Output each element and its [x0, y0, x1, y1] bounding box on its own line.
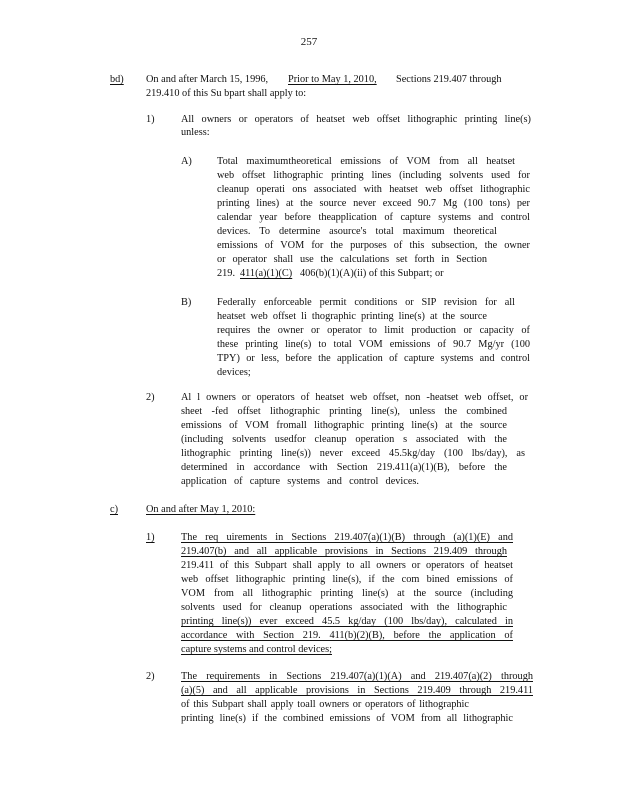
bd-itemB-line: Federally enforceable permit conditions or SIP revision for all	[217, 297, 515, 308]
bd-itemB-line: TPY) or less, before the application of capture systems and control	[217, 353, 530, 364]
bd-itemB-line: heatset web offset li thographic printing line(s) at the source	[217, 311, 487, 322]
bd-itemA-line-prefix: 219.	[217, 268, 236, 279]
c-item2-line: of this Subpart shall apply toall owners or operators of lithographic	[181, 699, 469, 710]
bd-lead-inserted-text: Prior to May 1, 2010,	[288, 74, 377, 85]
bd-itemB-line: these printing line(s) to total VOM emissions of 90.7 Mg/yr (100	[217, 339, 530, 350]
bd-lead-text-line2: 219.410 of this Su bpart shall apply to:	[146, 88, 307, 99]
c-item2-label: 2)	[146, 671, 155, 682]
c-item1-label: 1)	[146, 532, 155, 543]
bd-lead-text-cont: Sections 219.407 through	[396, 74, 502, 85]
bd-item2-line: application of capture systems and control devices.	[181, 476, 419, 487]
bd-itemA-inserted-citation: 411(a)(1)(C)	[240, 268, 293, 279]
c-item2-line: printing line(s) if the combined emissions of VOM from all lithographic	[181, 713, 513, 724]
c-item1-line: VOM from all lithographic printing line(s) at the source (including	[181, 588, 513, 599]
bd-itemA-line: emissions of VOM for the purposes of this subsection, the owner	[217, 240, 530, 251]
bd-itemA-line: calendar year before theapplication of capture systems and control	[217, 212, 530, 223]
c-item1-line: 219.411 of this Subpart shall apply to all owners or operators of heatset	[181, 560, 513, 571]
bd-item2-line: lithographic printing line(s)) never exceed 45.5kg/day (100 lbs/day), as	[181, 448, 525, 459]
bd-item2-line: sheet -fed offset lithographic printing line(s), unless the combined	[181, 406, 507, 417]
bd-lead-text: On and after March 15, 1996,	[146, 74, 269, 85]
bd-item1-line: unless:	[181, 127, 210, 138]
bd-itemA-line: Total maximumtheoretical emissions of VOM from all heatset	[217, 156, 515, 167]
bd-itemA-line: cleanup operati ons associated with heatset web offset lithographic	[217, 184, 530, 195]
bd-item1-label: 1)	[146, 114, 155, 125]
section-label-c: c)	[110, 504, 118, 515]
c-lead-text: On and after May 1, 2010:	[146, 504, 256, 515]
bd-itemA-line: web offset lithographic printing lines (including solvents used for	[217, 170, 530, 181]
c-item1-line: 219.407(b) and all applicable provisions in Sections 219.409 through	[181, 546, 507, 557]
bd-itemB-label: B)	[181, 297, 192, 308]
bd-item2-line: (including solvents usedfor cleanup operation s associated with the	[181, 434, 507, 445]
c-item1-line: web offset lithographic printing line(s), if the com bined emissions of	[181, 574, 513, 585]
c-item1-line: printing line(s)) ever exceed 45.5 kg/day (100 lbs/day), calculated in	[181, 616, 513, 627]
bd-itemB-line: requires the owner or operator to limit production or capacity of	[217, 325, 530, 336]
bd-itemA-label: A)	[181, 156, 192, 167]
bd-item2-label: 2)	[146, 392, 155, 403]
bd-itemA-line: or operator shall use the calculations set forth in Section	[217, 254, 487, 265]
section-label-bd: bd)	[110, 74, 124, 85]
c-item1-line: capture systems and control devices;	[181, 644, 332, 655]
c-item1-line: solvents used for cleanup operations associated with the lithographic	[181, 602, 507, 613]
bd-itemA-line: printing lines) at the source never exceed 90.7 Mg (100 tons) per	[217, 198, 530, 209]
bd-itemA-line: devices. To determine asource's total maximum theoretical	[217, 226, 497, 237]
c-item2-line: (a)(5) and all applicable provisions in Sections 219.409 through 219.411	[181, 685, 533, 696]
bd-item2-line: determined in accordance with Section 219.411(a)(1)(B), before the	[181, 462, 507, 473]
bd-item2-line: Al l owners or operators of heatset web offset, non -heatset web offset, or	[181, 392, 528, 403]
c-item1-line: accordance with Section 219. 411(b)(2)(B), before the application of	[181, 630, 513, 641]
bd-item1-line: All owners or operators of heatset web offset lithographic printing line(s)	[181, 114, 531, 125]
bd-item2-line: emissions of VOM fromall lithographic printing line(s) at the source	[181, 420, 507, 431]
page-number: 257	[300, 36, 318, 48]
bd-itemB-line: devices;	[217, 367, 251, 378]
c-item2-line: The requirements in Sections 219.407(a)(1)(A) and 219.407(a)(2) through	[181, 671, 533, 682]
c-item1-line: The req uirements in Sections 219.407(a)(1)(B) through (a)(1)(E) and	[181, 532, 513, 543]
bd-itemA-line-rest: 406(b)(1)(A)(ii) of this Subpart; or	[300, 268, 444, 279]
